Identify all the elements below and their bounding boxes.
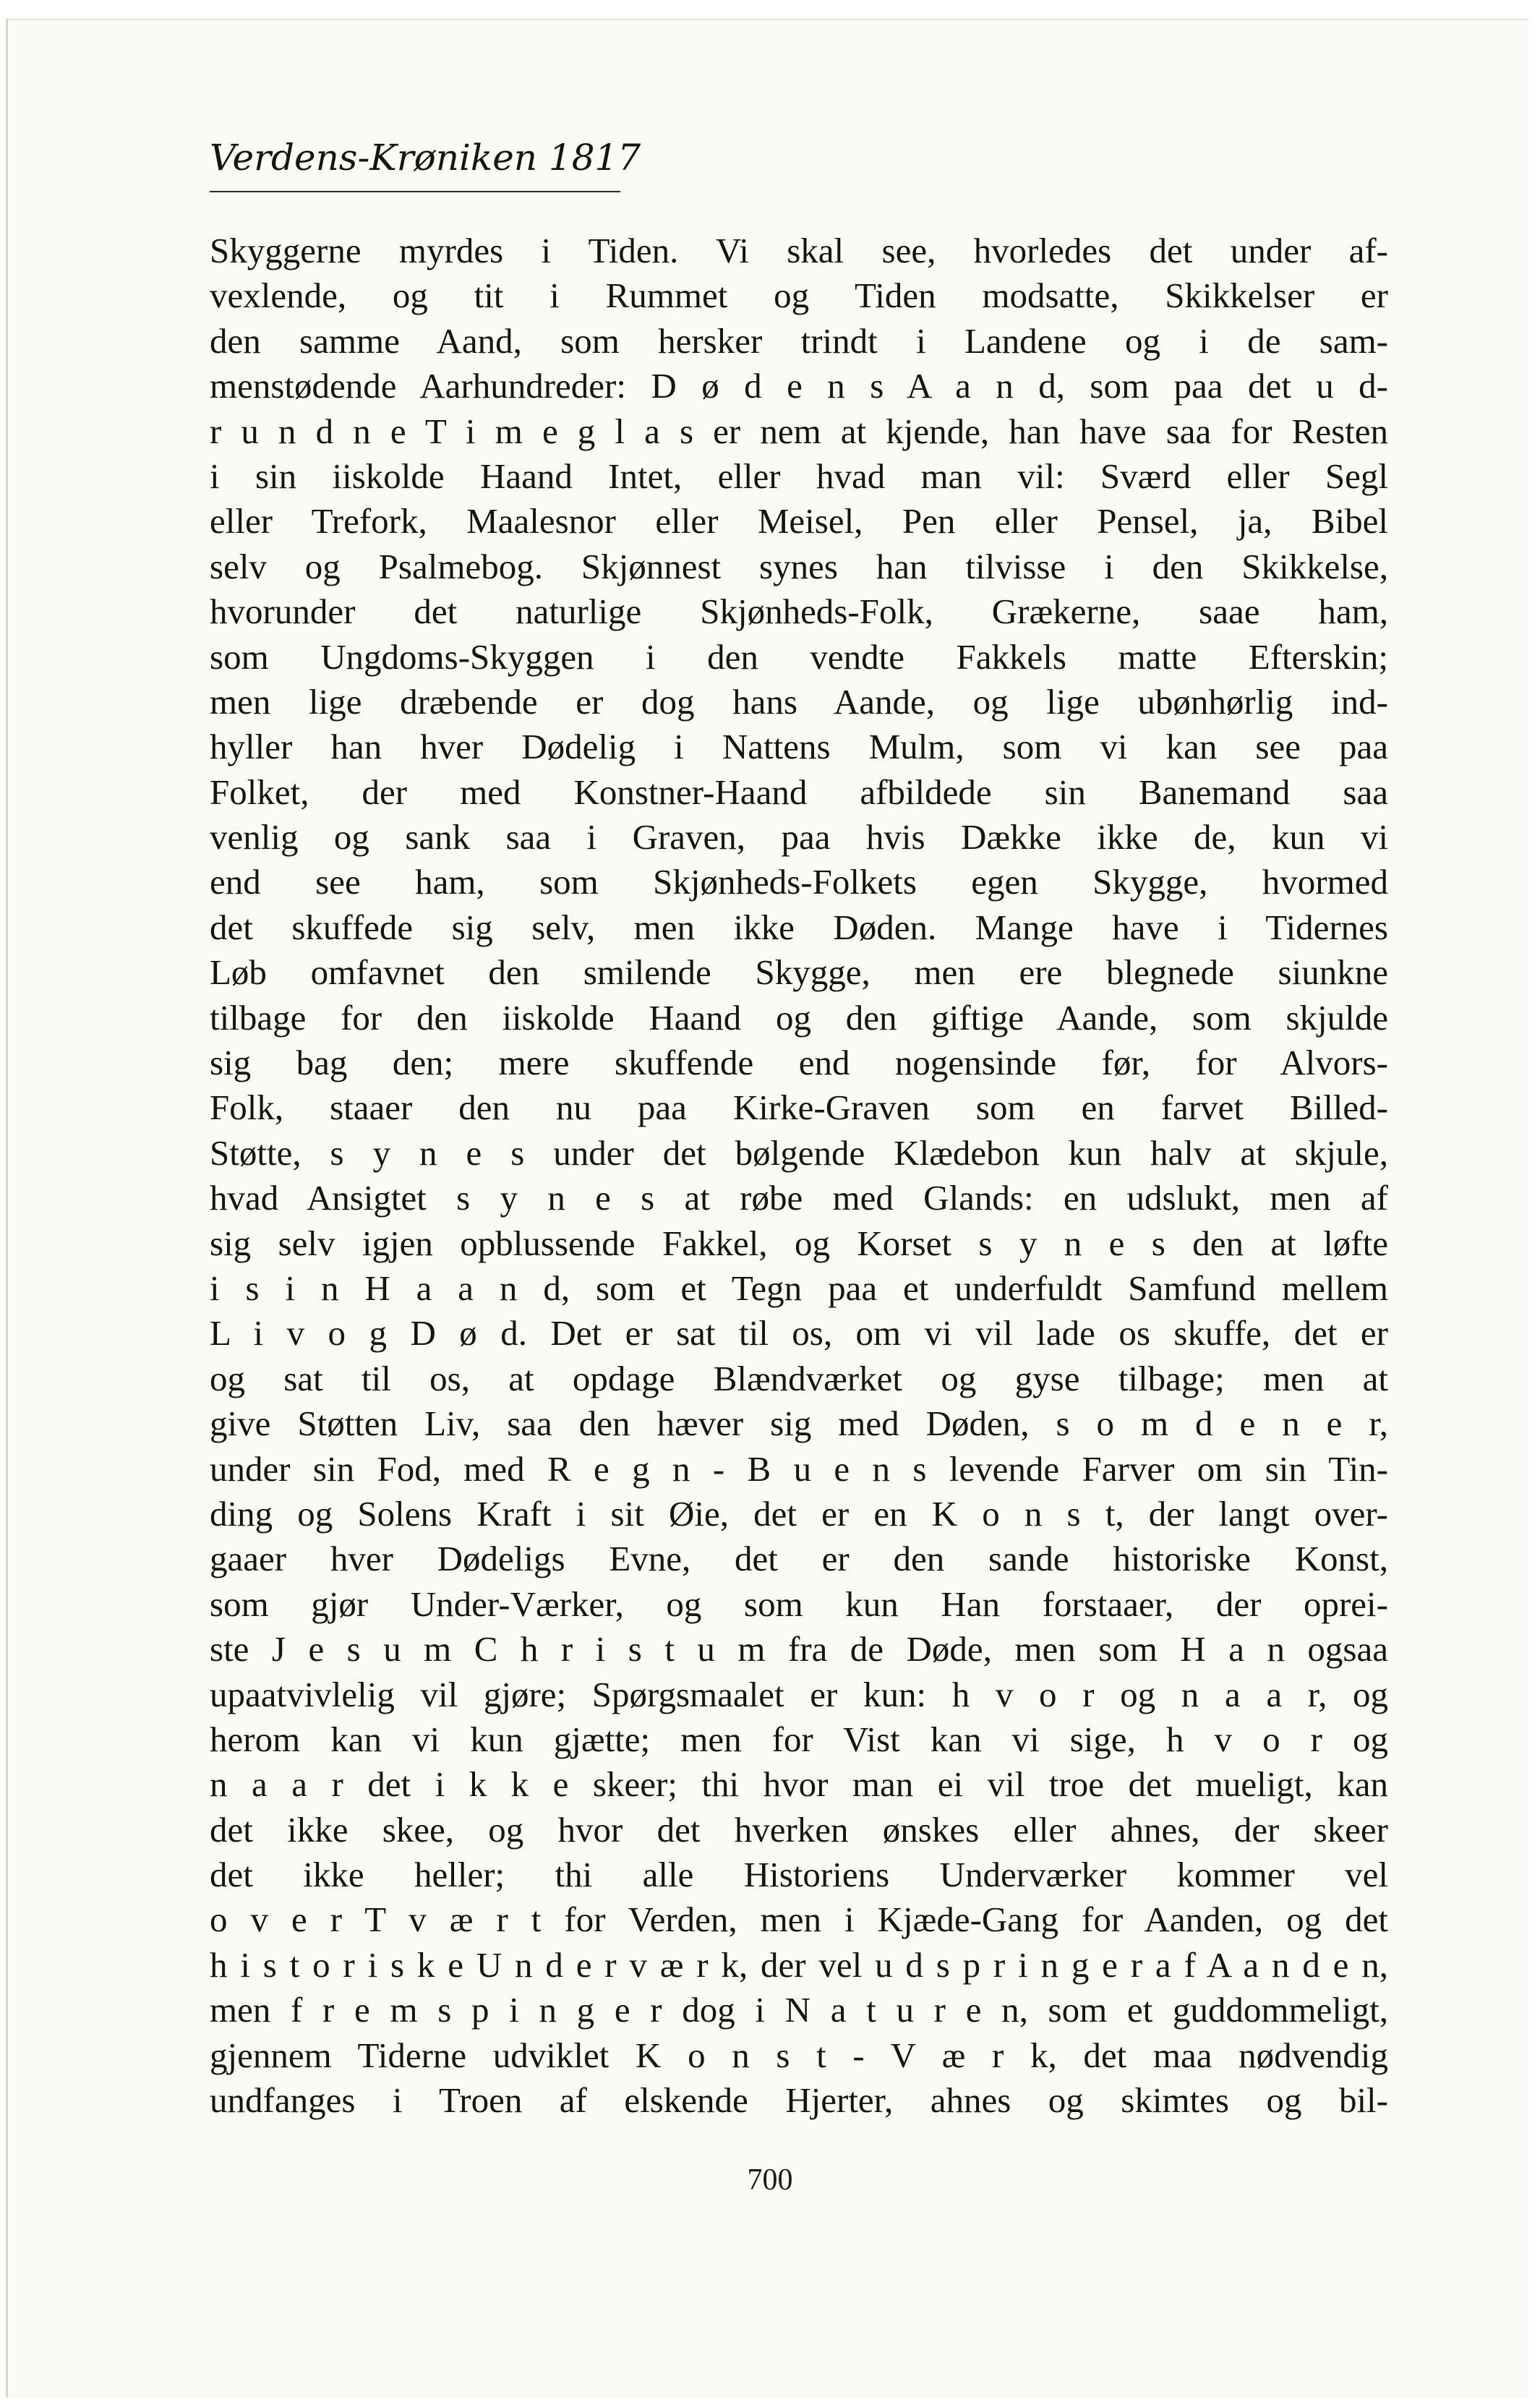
- text-line: vexlende, og tit i Rummet og Tiden modsatte, Skikkelser er: [210, 275, 1388, 316]
- text-line: men lige dræbende er dog hans Aande, og lige ubønhørlig ind-: [210, 681, 1388, 722]
- text-line: Folket, der med Konstner-Haand afbildede sin Banemand saa: [210, 772, 1388, 812]
- text-line: hyller han hver Dødelig i Nattens Mulm, som vi kan see paa: [210, 727, 1388, 767]
- text-line: i sin iiskolde Haand Intet, eller hvad man vil: Sværd eller Segl: [210, 456, 1388, 496]
- text-line: o v e r T v æ r t for Verden, men i Kjæde-Gang for Aanden, og det: [210, 1899, 1388, 1940]
- text-line: tilbage for den iiskolde Haand og den giftige Aande, som skjulde: [210, 997, 1388, 1038]
- text-line: selv og Psalmebog. Skjønnest synes han tilvisse i den Skikkelse,: [210, 546, 1388, 586]
- text-line: eller Trefork, Maalesnor eller Meisel, Pen eller Pensel, ja, Bibel: [210, 501, 1388, 542]
- text-line: Folk, staaer den nu paa Kirke-Graven som en farvet Billed-: [210, 1087, 1388, 1128]
- text-line: n a a r det i k k e skeer; thi hvor man ei vil troe det mueligt, kan: [210, 1764, 1388, 1805]
- text-line: det ikke skee, og hvor det hverken ønskes eller ahnes, der skeer: [210, 1809, 1388, 1850]
- text-line: gjennem Tiderne udviklet K o n s t - V æ r k, det maa nødvendig: [210, 2035, 1388, 2075]
- text-line: i s i n H a a n d, som et Tegn paa et underfuldt Samfund mellem: [210, 1268, 1388, 1308]
- running-head: Verdens-Krøniken 1817: [210, 137, 641, 179]
- text-line: undfanges i Troen af elskende Hjerter, ahnes og skimtes og bil-: [210, 2080, 1388, 2121]
- running-head-rule: [210, 191, 620, 192]
- text-line: end see ham, som Skjønheds-Folkets egen Skygge, hvormed: [210, 862, 1388, 902]
- text-line: r u n d n e T i m e g l a s er nem at kjende, han have saa for Resten: [210, 411, 1388, 451]
- text-line: h i s t o r i s k e U n d e r v æ r k, der vel u d s p r i n g e r a f A a n d e n,: [210, 1944, 1388, 1985]
- text-line: hvorunder det naturlige Skjønheds-Folk, Grækerne, saae ham,: [210, 591, 1388, 632]
- text-line: venlig og sank saa i Graven, paa hvis Dække ikke de, kun vi: [210, 817, 1388, 858]
- text-line: som Ungdoms-Skyggen i den vendte Fakkels matte Efterskin;: [210, 636, 1388, 677]
- text-line: under sin Fod, med R e g n - B u e n s levende Farver om sin Tin-: [210, 1448, 1388, 1489]
- text-line: hvad Ansigtet s y n e s at røbe med Glands: en udslukt, men af: [210, 1178, 1388, 1218]
- text-line: ding og Solens Kraft i sit Øie, det er en K o n s t, der langt over-: [210, 1493, 1388, 1534]
- text-line: sig bag den; mere skuffende end nogensinde før, for Alvors-: [210, 1043, 1388, 1083]
- text-line: men f r e m s p i n g e r dog i N a t u r e n, som et guddommeligt,: [210, 1990, 1388, 2030]
- text-line: L i v o g D ø d. Det er sat til os, om vi vil lade os skuffe, det er: [210, 1313, 1388, 1354]
- text-line: Støtte, s y n e s under det bølgende Klædebon kun halv at skjule,: [210, 1132, 1388, 1173]
- text-line: ste J e s u m C h r i s t u m fra de Døde, men som H a n ogsaa: [210, 1629, 1388, 1670]
- page-number: 700: [747, 2163, 793, 2197]
- text-line: menstødende Aarhundreder: D ø d e n s A a n d, som paa det u d-: [210, 366, 1388, 406]
- text-line: upaatvivlelig vil gjøre; Spørgsmaalet er kun: h v o r og n a a r, og: [210, 1674, 1388, 1714]
- text-line: give Støtten Liv, saa den hæver sig med Døden, s o m d e n e r,: [210, 1403, 1388, 1444]
- text-line: Løb omfavnet den smilende Skygge, men ere blegnede siunkne: [210, 952, 1388, 993]
- text-line: herom kan vi kun gjætte; men for Vist kan vi sige, h v o r og: [210, 1719, 1388, 1759]
- text-line: det skuffede sig selv, men ikke Døden. Mange have i Tidernes: [210, 907, 1388, 947]
- text-line: som gjør Under-Værker, og som kun Han forstaaer, der oprei-: [210, 1583, 1388, 1624]
- text-line: Skyggerne myrdes i Tiden. Vi skal see, hvorledes det under af-: [210, 231, 1388, 270]
- text-line: den samme Aand, som hersker trindt i Landene og i de sam-: [210, 320, 1388, 361]
- text-line: gaaer hver Dødeligs Evne, det er den sande historiske Konst,: [210, 1539, 1388, 1579]
- body-text: [210, 228, 1388, 2123]
- text-line: sig selv igjen opblussende Fakkel, og Korset s y n e s den at løfte: [210, 1223, 1388, 1263]
- text-line: det ikke heller; thi alle Historiens Underværker kommer vel: [210, 1855, 1388, 1895]
- text-line: og sat til os, at opdage Blændværket og gyse tilbage; men at: [210, 1358, 1388, 1398]
